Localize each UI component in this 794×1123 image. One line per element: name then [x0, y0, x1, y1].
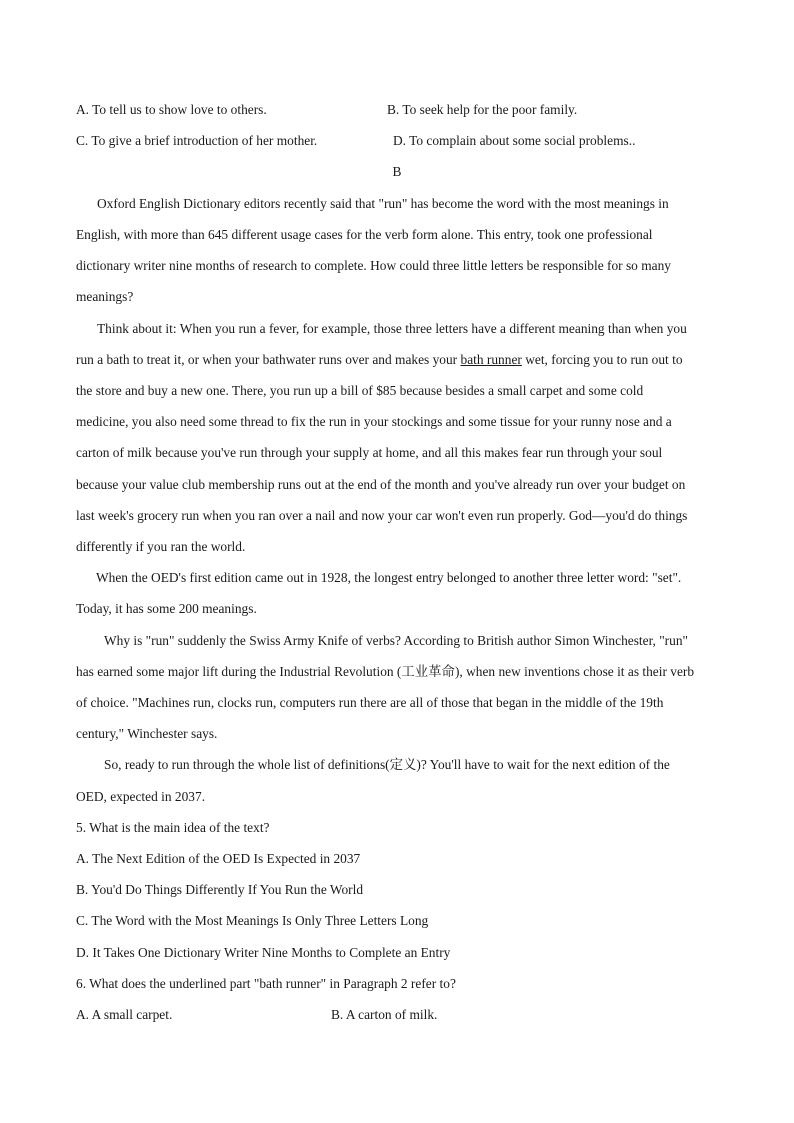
underlined-phrase: bath runner	[460, 352, 522, 367]
p4-line-2: has earned some major lift during the Industrial Revolution (工业革命), when new inventions chose it as their verb	[76, 664, 695, 679]
p2-line-1: Think about it: When you run a fever, for example, those three letters have a different meaning than when you	[97, 321, 687, 336]
p4-line-1: Why is "run" suddenly the Swiss Army Knife of verbs? According to British author Simon Winchester, "run"	[104, 633, 688, 648]
p3-line-2: Today, it has some 200 meanings.	[76, 601, 257, 616]
prev-option-d: D. To complain about some social problems..	[393, 133, 636, 148]
q6-stem: 6. What does the underlined part "bath runner" in Paragraph 2 refer to?	[76, 976, 456, 991]
q6-option-a: A. A small carpet.	[76, 1007, 173, 1022]
p3-line-1: When the OED's first edition came out in 1928, the longest entry belonged to another three letter word: "set".	[96, 570, 682, 585]
p1-line-1: Oxford English Dictionary editors recently said that "run" has become the word with the most meanings in	[97, 196, 669, 211]
p2-line-3: the store and buy a new one. There, you run up a bill of $85 because besides a small carpet and some cold	[76, 383, 644, 398]
q6-option-b: B. A carton of milk.	[331, 1007, 438, 1022]
p1-line-4: meanings?	[76, 289, 134, 304]
p2-line-4: medicine, you also need some thread to fix the run in your stockings and some tissue for your runny nose and a	[76, 414, 672, 429]
prev-option-c: C. To give a brief introduction of her mother.	[76, 133, 318, 148]
p2-line-8: differently if you ran the world.	[76, 539, 246, 554]
p5-line-1: So, ready to run through the whole list of definitions(定义)? You'll have to wait for the next edition of the	[104, 757, 670, 772]
p2-line-2: run a bath to treat it, or when your bathwater runs over and makes your bath runner wet, forcing you to run out to	[76, 352, 683, 367]
p2-line-7: last week's grocery run when you ran over a nail and now your car won't even run properly. God—you'd do things	[76, 508, 688, 523]
p1-line-3: dictionary writer nine months of research to complete. How could three little letters be responsible for so many	[76, 258, 671, 273]
section-label: B	[392, 164, 402, 179]
q5-option-c: C. The Word with the Most Meanings Is Only Three Letters Long	[76, 913, 429, 928]
q5-option-a: A. The Next Edition of the OED Is Expected in 2037	[76, 851, 361, 866]
q5-stem: 5. What is the main idea of the text?	[76, 820, 270, 835]
prev-option-a: A. To tell us to show love to others.	[76, 102, 267, 117]
p5-line-2: OED, expected in 2037.	[76, 789, 206, 804]
p2-line-6: because your value club membership runs out at the end of the month and you've already run over your budget on	[76, 477, 686, 492]
p4-line-4: century," Winchester says.	[76, 726, 218, 741]
p1-line-2: English, with more than 645 different usage cases for the verb form alone. This entry, took one professional	[76, 227, 653, 242]
q5-option-d: D. It Takes One Dictionary Writer Nine Months to Complete an Entry	[76, 945, 451, 960]
q5-option-b: B. You'd Do Things Differently If You Run the World	[76, 882, 364, 897]
p2-line-5: carton of milk because you've run through your supply at home, and all this makes fear run through your soul	[76, 445, 663, 460]
prev-option-b: B. To seek help for the poor family.	[387, 102, 578, 117]
p4-line-3: of choice. "Machines run, clocks run, computers run there are all of those that began in the middle of the 19th	[76, 695, 664, 710]
